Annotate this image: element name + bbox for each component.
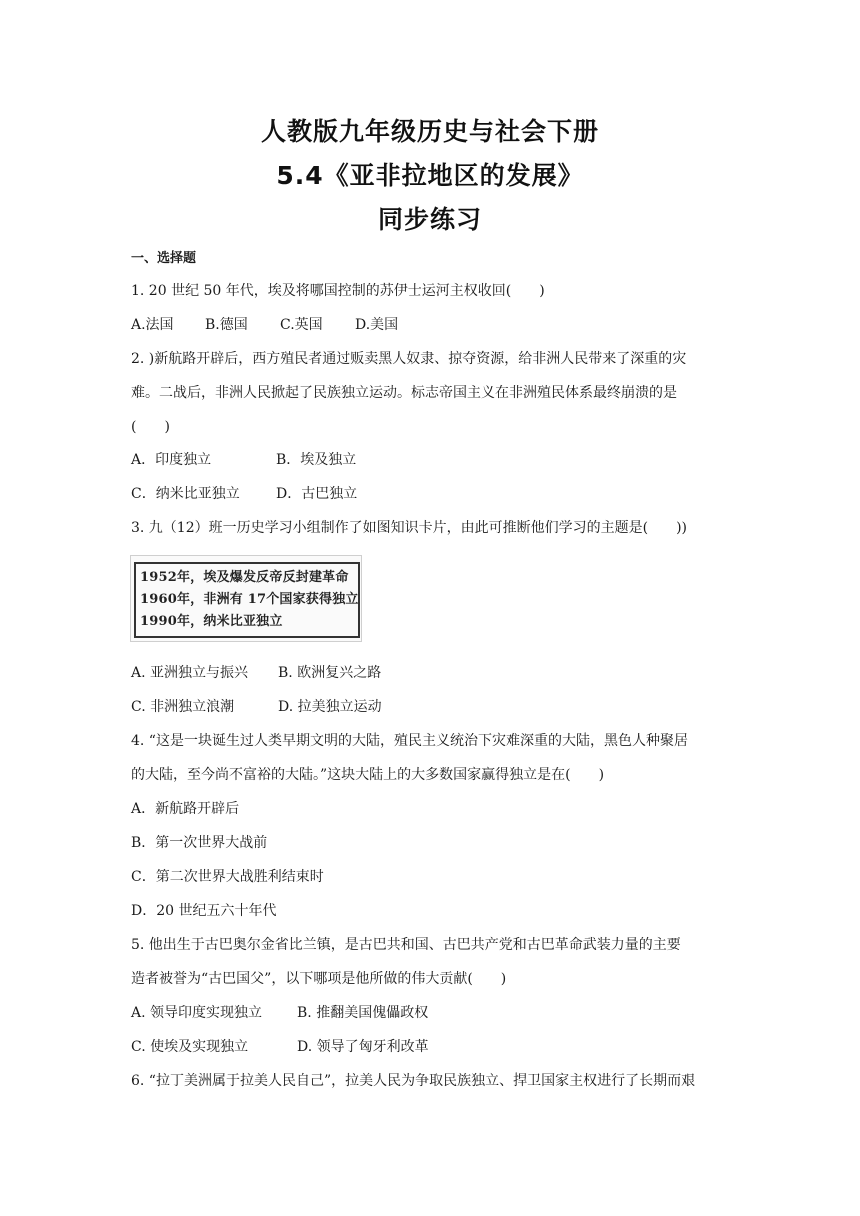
card-line-1: 1952年，埃及爆发反帝反封建革命	[140, 570, 349, 585]
q4-option-d: D．20 世纪五六十年代	[131, 903, 277, 919]
knowledge-card-image	[130, 555, 362, 642]
q5-stem-line2: 造者被誉为“古巴国父”，以下哪项是他所做的伟大贡献( )	[131, 971, 507, 987]
q5-options-row2	[131, 1038, 429, 1056]
q2-stem-line1: 2. )新航路开辟后，西方殖民者通过贩卖黑人奴隶、掠夺资源，给非洲人民带来了深重的灾	[131, 351, 687, 367]
q5-option-c: C. 使埃及实现独立	[131, 1039, 249, 1055]
q4-stem-line1: 4. “这是一块诞生过人类早期文明的大陆，殖民主义统治下灾难深重的大陆，黑色人种聚居	[131, 733, 688, 749]
doc-title-line2: 5.4《亚非拉地区的发展》	[276, 161, 584, 190]
q2-option-c: C．纳米比亚独立	[131, 486, 240, 502]
q1-stem: 1. 20 世纪 50 年代，埃及将哪国控制的苏伊士运河主权收回( )	[131, 283, 545, 299]
doc-title-line1: 人教版九年级历史与社会下册	[260, 117, 599, 146]
q5-stem-line1: 5. 他出生于古巴奥尔金省比兰镇，是古巴共和国、古巴共产党和古巴革命武装力量的主要	[131, 937, 681, 953]
q4-option-b: B．第一次世界大战前	[131, 835, 268, 851]
doc-title-line3: 同步练习	[377, 205, 482, 234]
section-heading: 一、选择题	[131, 251, 197, 266]
q3-option-a: A. 亚洲独立与振兴	[131, 665, 249, 681]
q4-option-c: C．第二次世界大战胜利结束时	[131, 869, 324, 885]
q2-stem-line3: ( )	[131, 419, 170, 435]
q3-options-row1	[131, 664, 381, 682]
q2-option-b: B．埃及独立	[276, 452, 357, 468]
q4-stem-line2: 的大陆，至今尚不富裕的大陆。”这块大陆上的大多数国家赢得独立是在( )	[131, 767, 605, 783]
q2-options-row2	[131, 485, 357, 503]
q5-option-a: A. 领导印度实现独立	[131, 1005, 263, 1021]
q1-options	[131, 316, 398, 334]
q6-stem: 6. “拉丁美洲属于拉美人民自己”，拉美人民为争取民族独立、捍卫国家主权进行了长期而艰	[131, 1073, 696, 1089]
q3-stem: 3. 九（12）班一历史学习小组制作了如图知识卡片，由此可推断他们学习的主题是( ))	[131, 520, 688, 536]
q5-options-row1	[131, 1004, 428, 1022]
q1-option-a: A.法国	[131, 317, 174, 333]
q1-option-c: C.英国	[280, 317, 323, 333]
q3-option-c: C. 非洲独立浪潮	[131, 699, 235, 715]
q2-options-row1	[131, 451, 356, 469]
q4-option-a: A．新航路开辟后	[131, 801, 240, 817]
q3-options-row2	[131, 698, 382, 716]
q2-stem-line2: 难。二战后，非洲人民掀起了民族独立运动。标志帝国主义在非洲殖民体系最终崩溃的是	[131, 385, 677, 401]
q1-option-b: B.德国	[205, 317, 248, 333]
card-line-2: 1960年，非洲有 17个国家获得独立	[140, 592, 359, 607]
q2-option-d: D．古巴独立	[276, 486, 358, 502]
q3-option-b: B. 欧洲复兴之路	[278, 665, 382, 681]
q3-option-d: D. 拉美独立运动	[278, 699, 382, 715]
q5-option-b: B. 推翻美国傀儡政权	[297, 1005, 429, 1021]
q5-option-d: D. 领导了匈牙利改革	[297, 1039, 429, 1055]
q2-option-a: A．印度独立	[131, 452, 212, 468]
q1-option-d: D.美国	[355, 317, 399, 333]
card-line-3: 1990年，纳米比亚独立	[140, 614, 283, 629]
knowledge-card-frame	[134, 562, 360, 638]
